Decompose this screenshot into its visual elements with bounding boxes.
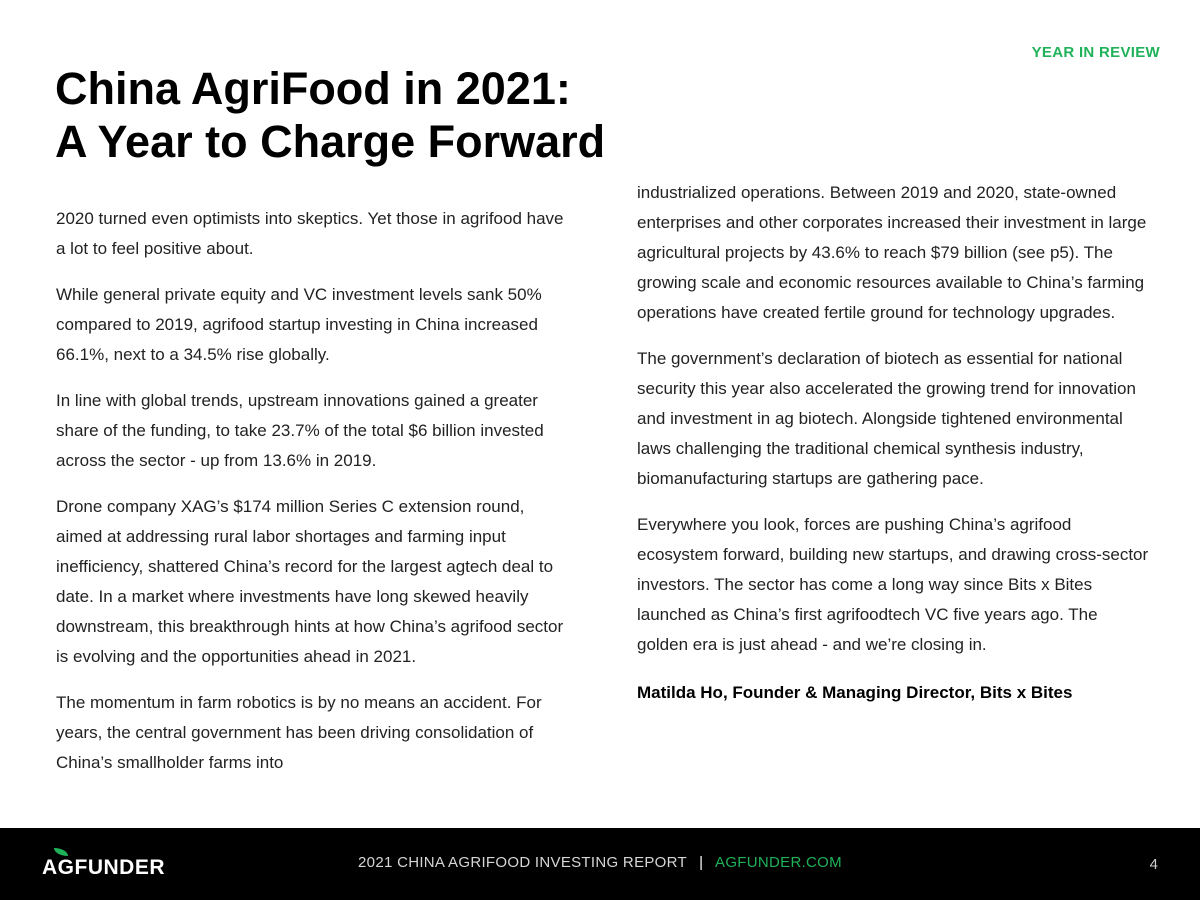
left-column <box>56 204 574 794</box>
author-signature: Matilda Ho, Founder & Managing Director, Bits x Bites <box>637 683 1073 702</box>
footer-separator: | <box>699 854 704 871</box>
paragraph: The momentum in farm robotics is by no means an accident. For years, the central government has been driving consolidation of China’s smallholder farms into <box>56 693 542 772</box>
paragraph: Everywhere you look, forces are pushing China’s agrifood ecosystem forward, building new startups, and drawing cross-sector investors. The sector has come a long way since Bits x Bites launched as China’s first agrifoodtech VC five years ago. The golden era is just ahead - and we’re closing in. <box>637 515 1149 654</box>
page-title-line-1: China AgriFood in 2021: <box>55 63 571 114</box>
page-title <box>55 62 605 168</box>
logo-ag-text: AG <box>42 856 75 879</box>
logo-funder-text: FUNDER <box>74 856 165 879</box>
paragraph: 2020 turned even optimists into skeptics. Yet those in agrifood have a lot to feel positive about. <box>56 209 564 258</box>
right-column <box>637 178 1152 724</box>
page-title-line-2: A Year to Charge Forward <box>55 116 606 167</box>
report-name: 2021 CHINA AGRIFOOD INVESTING REPORT <box>358 854 687 871</box>
page-number: 4 <box>1149 856 1158 873</box>
paragraph: Drone company XAG’s $174 million Series C extension round, aimed at addressing rural labor shortages and farming input inefficiency, shattered China’s record for the largest agtech deal to date. In a market where investments have long skewed heavily downstream, this breakthrough hints at how China’s agrifood sector is evolving and the opportunities ahead in 2021. <box>56 497 564 666</box>
page-footer <box>0 828 1200 900</box>
site-link[interactable]: AGFUNDER.COM <box>715 854 842 871</box>
paragraph: While general private equity and VC investment levels sank 50% compared to 2019, agrifood startup investing in China increased 66.1%, next to a 34.5% rise globally. <box>56 285 542 364</box>
paragraph: industrialized operations. Between 2019 and 2020, state-owned enterprises and other corporates increased their investment in large agricultural projects by 43.6% to reach $79 billion (see p5). The growing scale and economic resources available to China’s farming operations have created fertile ground for technology upgrades. <box>637 183 1147 322</box>
paragraph: The government’s declaration of biotech as essential for national security this year also accelerated the growing trend for innovation and investment in ag biotech. Alongside tightened environmental laws challenging the traditional chemical synthesis industry, biomanufacturing startups are gathering pace. <box>637 349 1136 488</box>
footer-report-line <box>0 854 1200 871</box>
section-kicker: YEAR IN REVIEW <box>1031 44 1160 61</box>
paragraph: In line with global trends, upstream innovations gained a greater share of the funding, to take 23.7% of the total $6 billion invested across the sector - up from 13.6% in 2019. <box>56 391 544 470</box>
